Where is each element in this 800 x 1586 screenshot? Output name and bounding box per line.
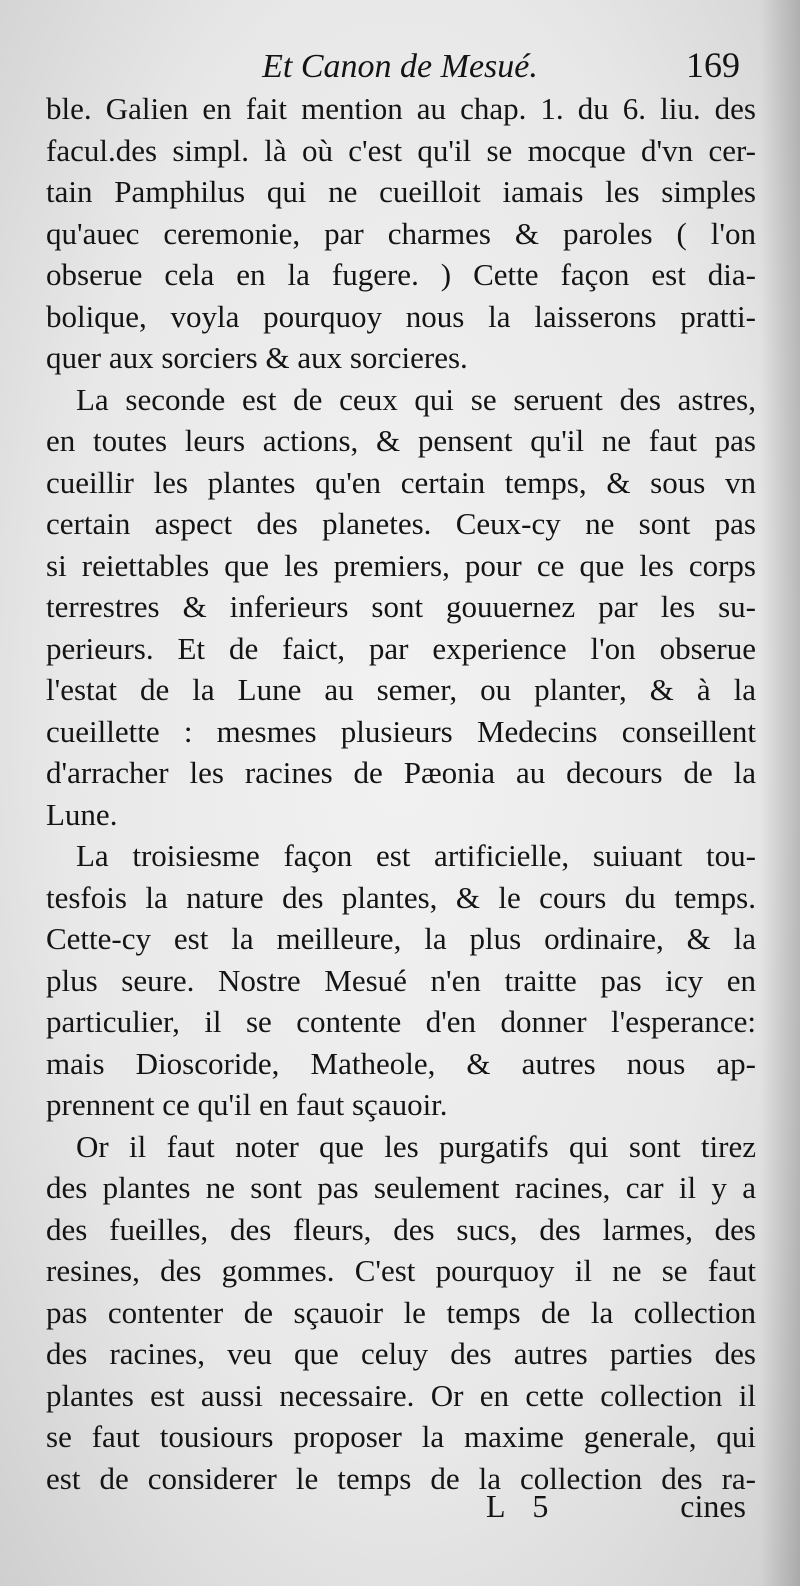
text-line: pas contenter de sçauoir le temps de la collection — [46, 1294, 756, 1330]
text-line: tesfois la nature des plantes, & le cours du temps. — [46, 879, 756, 915]
page-footer — [46, 1488, 756, 1538]
text-line: des racines, veu que celuy des autres parties des — [46, 1336, 756, 1371]
text-line: facul.des simpl. là où c'est qu'il se mocque d'vn cer- — [46, 132, 756, 168]
text-line: particulier, il se contente d'en donner l'esperance: — [46, 1004, 756, 1039]
text-line: mais Dioscoride, Matheole, & autres nous ap- — [46, 1045, 756, 1081]
text-line: certain aspect des planetes. Ceux-cy ne sont pas — [46, 506, 756, 541]
text-line: perieurs. Et de faict, par experience l'on obserue — [46, 630, 756, 666]
text-line: si reiettables que les premiers, pour ce que les corps — [46, 547, 756, 583]
text-line: des plantes ne sont pas seulement racines, car il y a — [46, 1170, 756, 1205]
text-line: Cette-cy est la meilleure, la plus ordinaire, & la — [46, 921, 756, 956]
paragraph-start-line: La seconde est de ceux qui se seruent des astres, — [76, 381, 756, 417]
signature-mark: L 5 — [486, 1488, 559, 1524]
text-line: terrestres & inferieurs sont gouuernez par les su- — [46, 589, 756, 624]
text-line: se faut tousiours proposer la maxime generale, qui — [46, 1419, 756, 1454]
text-line: l'estat de la Lune au semer, ou planter, & à la — [46, 672, 756, 707]
text-line: plantes est aussi necessaire. Or en cette collection il — [46, 1377, 756, 1413]
text-line: plus seure. Nostre Mesué n'en traitte pas icy en — [46, 962, 756, 998]
text-line: prennent ce qu'il en faut sçauoir. — [46, 1087, 448, 1122]
text-line: qu'auec ceremonie, par charmes & paroles ( l'on — [46, 215, 756, 251]
text-line: tain Pamphilus qui ne cueilloit iamais les simples — [46, 174, 756, 209]
paragraph-start-line: La troisiesme façon est artificielle, suiuant tou- — [76, 838, 756, 873]
catchword: cines — [680, 1488, 746, 1524]
body-text — [46, 88, 756, 1499]
text-line: est de considerer le temps de la collection des ra- — [46, 1460, 756, 1496]
text-line: d'arracher les racines de Pæonia au decours de la — [46, 755, 756, 790]
text-line: obserue cela en la fugere. ) Cette façon est dia- — [46, 257, 756, 292]
paragraph-start-line: Or il faut noter que les purgatifs qui sont tirez — [76, 1128, 756, 1164]
page-edge-shadow — [760, 0, 800, 1586]
text-line: resines, des gommes. C'est pourquoy il ne se faut — [46, 1253, 756, 1288]
text-line: bolique, voyla pourquoy nous la laisserons pratti- — [46, 298, 756, 334]
text-line: en toutes leurs actions, & pensent qu'il ne faut pas — [46, 423, 756, 458]
text-line: quer aux sorciers & aux sorcieres. — [46, 340, 468, 375]
running-title: Et Canon de Mesué. — [262, 48, 538, 85]
text-line: ble. Galien en fait mention au chap. 1. du 6. liu. des — [46, 91, 756, 126]
text-line: cueillette : mesmes plusieurs Medecins conseillent — [46, 713, 756, 749]
text-line: Lune. — [46, 796, 118, 832]
text-line: cueillir les plantes qu'en certain temps, & sous vn — [46, 464, 756, 500]
page-number: 169 — [686, 45, 740, 85]
text-line: des fueilles, des fleurs, des sucs, des larmes, des — [46, 1211, 756, 1247]
